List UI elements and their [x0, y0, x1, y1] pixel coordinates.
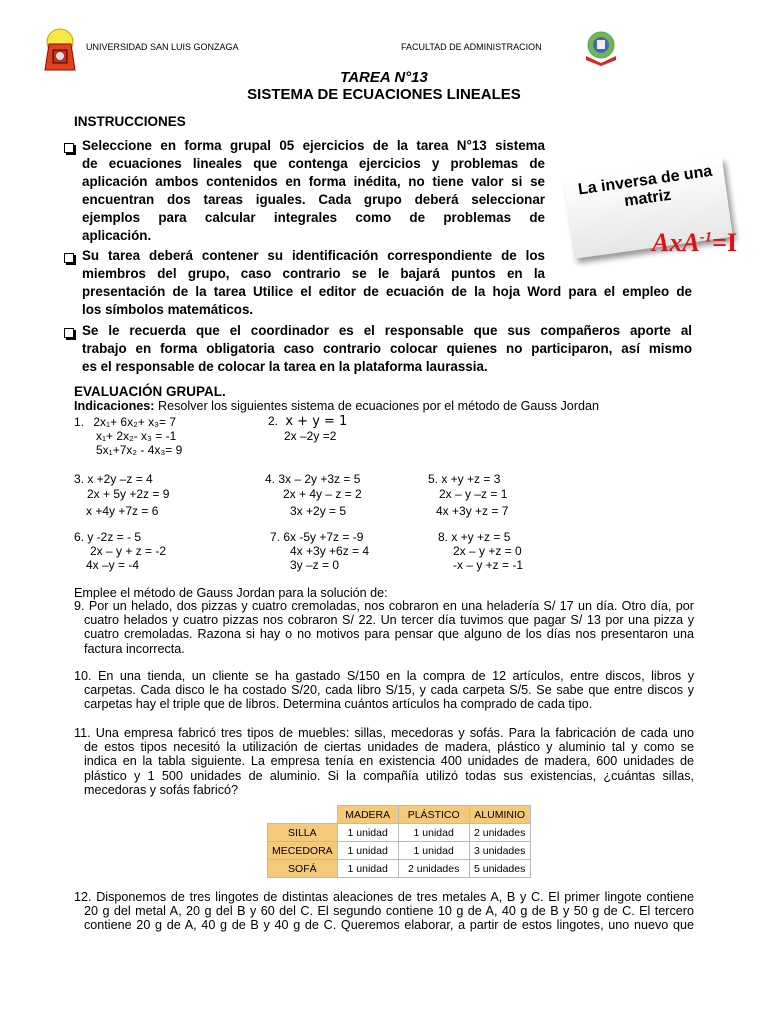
faculty-name: FACULTAD DE ADMINISTRACION	[401, 42, 542, 52]
cell: 3 unidades	[469, 842, 530, 860]
system-3	[74, 472, 169, 521]
problems-intro: Emplee el método de Gauss Jordan para la solución de:	[74, 586, 388, 600]
line: ejemplos para calcular integrales como de problemas de	[82, 210, 545, 225]
equation: 5x₁+7x₂ - 4x₃= 9	[96, 443, 183, 457]
row-header: SOFÁ	[268, 860, 338, 878]
row-header: MECEDORA	[268, 842, 338, 860]
cell: 1 unidad	[398, 842, 469, 860]
formula-eq: =I	[712, 228, 738, 257]
line: aplicación.	[82, 228, 152, 243]
equation: x₁+ 2x₂- x₃ = -1	[96, 429, 177, 443]
equation: -x – y +z = -1	[453, 558, 524, 572]
table-row	[268, 860, 531, 878]
instructions-heading: INSTRUCCIONES	[74, 114, 186, 129]
line: 10. En una tienda, un cliente se ha gastado S/150 en la compra de 12 artículos, entre discos, libros y	[74, 669, 694, 683]
formula-base: AxA	[652, 228, 700, 257]
line: 12. Disponemos de tres lingotes de distintas aleaciones de tres metales A, B y C. El primer lingote contiene	[74, 890, 694, 904]
equation: 2x – y + z = -2	[90, 544, 167, 558]
equation: 2x – y +z = 0	[453, 544, 522, 558]
line: factura incorrecta.	[84, 641, 185, 656]
line: encuentran dos tareas iguales. Cada grupo deberá seleccionar	[82, 192, 545, 207]
line: Se le recuerda que el coordinador es el responsable que sus compañeros aporte al	[82, 323, 692, 338]
line: Seleccione en forma grupal 05 ejercicios de la tarea N°13 sistema	[82, 138, 545, 153]
formula-exp: -1	[699, 229, 713, 246]
equation: 2x + 5y +2z = 9	[87, 486, 170, 501]
line: de estos tipos necesitó la utilización de ciertas unidades de madera, plástico y aluminio tal y como se	[84, 740, 694, 755]
equation: 7. 6x -5y +7z = -9	[270, 530, 364, 544]
cell: 1 unidad	[398, 824, 469, 842]
equation: 2x + 4y – z = 2	[283, 486, 362, 501]
problem-11	[74, 726, 694, 797]
checkbox-bullet-icon	[64, 327, 75, 338]
equation: 8. x +y +z = 5	[438, 530, 511, 544]
instruction-3	[82, 322, 692, 376]
line: carpetas. Cada disco le ha costado S/20, cada libro S/15, y cada carpeta S/5. Se sabe que entre discos y	[84, 683, 694, 698]
line: los símbolos matemáticos.	[82, 302, 254, 317]
cell: 1 unidad	[337, 860, 398, 878]
title-subject: SISTEMA DE ECUACIONES LINEALES	[247, 86, 521, 103]
equation: 2x –2y =2	[284, 429, 337, 443]
instruction-1	[82, 137, 545, 245]
cell: 1 unidad	[337, 842, 398, 860]
line: de ecuaciones lineales que contenga ejercicios y problemas de	[82, 156, 545, 171]
system-7	[270, 530, 369, 572]
equation: 5. x +y +z = 3	[428, 472, 501, 486]
equation: 2x – y –z = 1	[439, 486, 508, 501]
empty-cell	[268, 806, 338, 824]
table-row	[268, 842, 531, 860]
line: mecedoras y sofás fabricó?	[84, 782, 238, 797]
indications-label: Indicaciones:	[74, 399, 155, 413]
equation: 3y –z = 0	[290, 558, 340, 572]
line: presentación de la tarea Utilice el editor de ecuación de la hoja Word para el empleo de	[82, 284, 692, 299]
table-header-row	[268, 806, 531, 824]
title-tarea: TAREA N°13	[340, 69, 428, 86]
equation: x + y = 1	[285, 414, 348, 429]
line: miembros del grupo, caso contrario se le bajará puntos en la	[82, 266, 545, 281]
table-row	[268, 824, 531, 842]
line: es el responsable de colocar la tarea en la plataforma laurassia.	[82, 359, 488, 374]
university-name: UNIVERSIDAD SAN LUIS GONZAGA	[86, 42, 239, 52]
card-text: La inversa de una matriz	[577, 162, 714, 211]
system-5	[428, 472, 508, 521]
equation: 4x +3y +6z = 4	[290, 544, 370, 558]
materials-table	[267, 805, 531, 878]
problem-12	[74, 890, 694, 933]
evaluation-heading: EVALUACIÓN GRUPAL.	[74, 384, 226, 399]
line: contiene 20 g de A, 40 g de B y 40 g de C. Queremos elaborar, a partir de estos lingotes, uno nuevo que	[84, 918, 694, 933]
system-8	[438, 530, 523, 572]
system-1	[74, 415, 182, 457]
equation: 4x –y = -4	[86, 558, 140, 572]
indications-text: Resolver los siguientes sistema de ecuaciones por el método de Gauss Jordan	[154, 399, 600, 413]
equation: 2x₁+ 6x₂+ x₃= 7	[93, 415, 176, 429]
university-logo-icon	[42, 28, 78, 72]
cell: 2 unidades	[469, 824, 530, 842]
system-6	[74, 530, 166, 572]
system-4	[265, 472, 362, 521]
line: cuatro helados y cuatro pizzas nos cobraron S/ 22. Un tercer día tuvimos que pagar S/ 13 por una pizza y	[84, 613, 694, 628]
checkbox-bullet-icon	[64, 252, 75, 263]
equation: 6. y -2z = - 5	[74, 530, 142, 544]
line: carpetas hay el triple que de libros. Determina cuántos artículos ha comprado de cada tipo.	[84, 697, 593, 712]
equation: 4x +3y +z = 7	[436, 504, 509, 518]
checkbox-bullet-icon	[64, 142, 75, 153]
equation: x +4y +7z = 6	[86, 504, 159, 518]
row-header: SILLA	[268, 824, 338, 842]
equation: 3. x +2y –z = 4	[74, 472, 153, 486]
cell: 1 unidad	[337, 824, 398, 842]
column-header: MADERA	[337, 806, 398, 824]
formula	[652, 228, 737, 258]
faculty-logo-icon	[583, 30, 619, 66]
indications	[74, 399, 599, 413]
column-header: PLÁSTICO	[398, 806, 469, 824]
line: 20 g del metal A, 20 g del B y 60 del C. El segundo contiene 10 g de A, 40 g de B y 50 g de C. El tercero	[84, 904, 694, 919]
line: 11. Una empresa fabricó tres tipos de muebles: sillas, mecedoras y sofás. Para la fabricación de cada uno	[74, 726, 694, 740]
problem-10	[74, 669, 694, 712]
line: indica en la tabla siguiente. La empresa tenía en existencia 400 unidades de madera, 600 unidades de	[84, 754, 694, 769]
number: 1.	[74, 415, 85, 429]
line: plástico y 1 500 unidades de aluminio. Si la compañía utilizó todas sus existencias, ¿cuántas sillas,	[84, 768, 694, 783]
line: cuatro cremoladas. Razona si hay o no motivos para pensar que alguno de los días nos presentaron una	[84, 627, 694, 642]
problem-9	[74, 599, 694, 656]
number: 2.	[268, 414, 279, 428]
line: aplicación ambos contenidos en forma inédita, no tiene valor si se	[82, 174, 545, 189]
line: 9. Por un helado, dos pizzas y cuatro cremoladas, nos cobraron en una heladería S/ 17 un día. Otro día, por	[74, 599, 694, 613]
line: Su tarea deberá contener su identificación correspondiente de los	[82, 248, 545, 263]
cell: 2 unidades	[398, 860, 469, 878]
inverse-matrix-image	[560, 150, 740, 270]
system-2	[268, 414, 347, 443]
cell: 5 unidades	[469, 860, 530, 878]
line: trabajo en forma obligatoria caso contrario colocar quienes no participaron, así mismo	[82, 341, 692, 356]
column-header: ALUMINIO	[469, 806, 530, 824]
equation: 3x +2y = 5	[290, 504, 347, 518]
equation: 4. 3x – 2y +3z = 5	[265, 472, 361, 486]
